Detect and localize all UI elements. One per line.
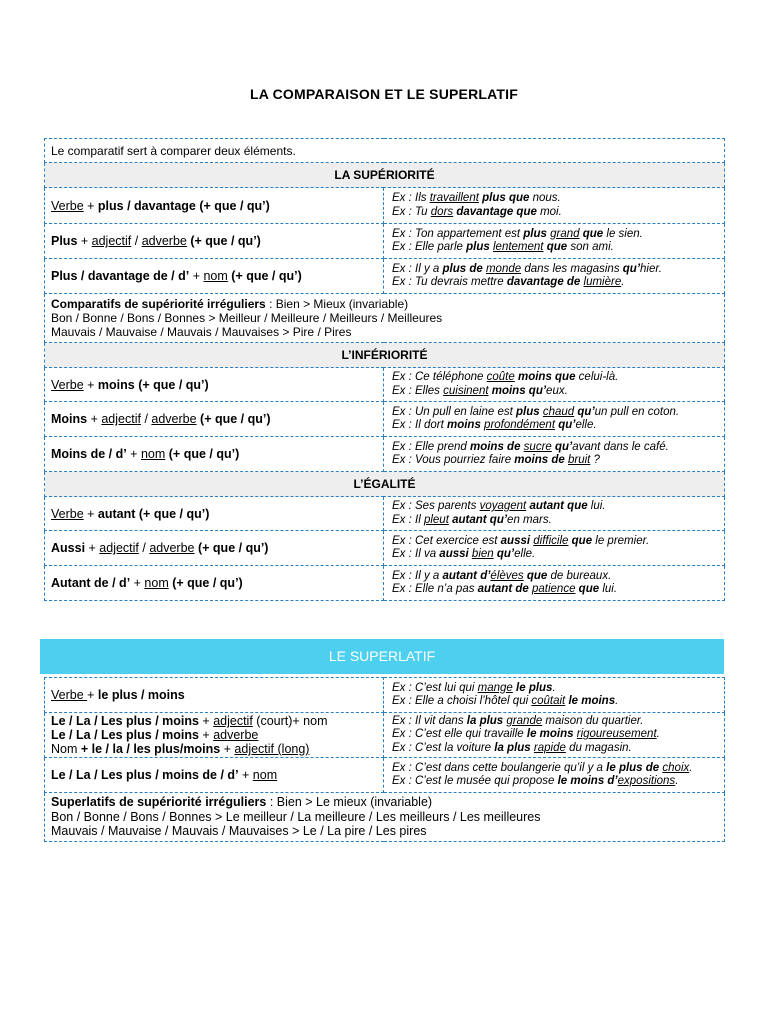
irregular-line: Bon / Bonne / Bons / Bonnes > Le meilleur / La meilleure / Les meilleurs / Les meilleures [51,809,541,824]
text-run: + [87,412,102,426]
bold-text: la plus [494,741,531,754]
text-run: Ex : Ils [392,192,430,204]
example-cell [384,678,725,713]
bold-text: autant (+ que / qu’) [97,506,210,521]
text-line [51,728,377,742]
text-run: . [552,681,556,694]
bold-text: que [526,569,548,582]
text-line [392,570,718,584]
text-line [392,419,718,433]
text-line [392,535,718,549]
bold-text: moins de [469,440,521,453]
text-run: . [656,728,660,741]
underlined-text: expositions [617,775,676,787]
underlined-text: choix [662,761,690,774]
text-run: Ex : Tu [392,205,431,218]
text-run: hier. [640,262,662,275]
text-line [392,682,718,696]
example-cell [384,188,725,224]
underlined-text: coûte [486,371,515,383]
underlined-text: adjectif [213,714,253,728]
underlined-text: nom [203,269,228,283]
text-run: + [198,728,214,742]
underlined-text: mange [477,681,513,694]
rule-cell [45,758,384,793]
bold-text: moins (+ que / qu’) [97,377,209,392]
text-line [392,276,718,290]
bold-text: Aussi [51,541,86,555]
bold-text: (+ que / qu’) [196,412,271,426]
bold-text: moins qu’ [491,384,547,397]
underlined-text: voyagent [479,500,527,512]
irregular-superlatives [45,793,725,842]
underlined-text: Verbe [51,688,88,702]
bold-text: Moins [51,412,88,426]
bold-text: plus [516,405,540,418]
text-line [392,385,718,399]
bold-text: Le / La / Les plus / moins de / d’ [51,768,239,782]
text-line [392,742,718,756]
underlined-text: Verbe [51,506,84,521]
text-run: du magasin. [565,741,632,754]
irregular-comparatives [45,294,725,343]
text-line [392,441,718,455]
rule-cell [45,566,384,601]
irregular-label: Superlatifs de supériorité irréguliers [51,795,267,810]
text-line [392,406,718,420]
bold-text: Autant de / d’ [51,576,131,590]
underlined-text: adjectif (long) [234,742,310,756]
underlined-text: patience [531,583,576,595]
example-cell [384,713,725,758]
text-line [51,768,377,782]
text-run: elle. [514,548,536,560]
bold-text: le plus de [606,761,660,774]
example-cell [384,437,725,472]
superlatif-banner: LE SUPERLATIF [40,639,724,674]
text-run: en mars. [507,513,552,526]
text-run: Ex : C’est le musée qui propose [392,775,558,787]
bold-text: moins [446,419,481,431]
intro-text: Le comparatif sert à comparer deux éléments. [45,139,725,163]
text-run: Ex : Un pull en laine est [392,405,517,418]
underlined-text: coûtait [531,695,566,707]
text-run: / [140,412,152,426]
text-run: dans les magasins [521,262,623,275]
text-run: (court)+ nom [252,714,328,728]
bold-text: moins de [514,454,565,466]
text-line [392,695,718,709]
bold-text: autant d’ [442,569,491,582]
bold-text: le plus [516,681,553,694]
text-line [392,263,718,277]
text-line [51,688,377,702]
text-run: celui-là. [575,371,619,383]
underlined-text: cuisinent [443,384,489,397]
text-line [51,714,377,728]
text-run: Ex : Ce téléphone [392,371,487,383]
text-run: / [138,541,150,555]
text-line [392,583,718,597]
text-run: Ex : Elles [392,384,444,397]
underlined-text: adjectif [91,234,132,248]
text-run: le sien. [603,227,643,240]
text-run: moi. [536,205,562,218]
irregular-line: Mauvais / Mauvaise / Mauvais / Mauvaises > Pire / Pires [51,325,352,339]
bold-text: autant qu’ [452,513,508,526]
text-run: Ex : Elle a choisi l’hôtel qui [392,695,532,707]
example-cell [384,368,725,402]
bold-text: que [546,241,568,253]
irregular-first: : Bien > Mieux (invariable) [265,297,409,311]
rule-cell [45,678,384,713]
underlined-text: grande [506,714,543,727]
text-line [392,371,718,385]
text-run: + [83,377,98,392]
text-run: Ex : Elle n’a pas [392,583,478,595]
comparatif-table [44,138,725,601]
text-run: Ex : Elle prend [392,440,470,453]
bold-text: plus que [482,192,530,204]
bold-text: le moins d’ [557,775,618,787]
text-run: Ex : Elle parle [392,241,467,253]
rule-cell [45,259,384,294]
text-run: + [198,714,214,728]
underlined-text: dors [430,205,454,218]
text-line [51,742,377,756]
text-run: de bureaux. [547,569,612,582]
text-run: Ex : Il va [392,548,440,560]
text-line [392,762,718,776]
page-title: LA COMPARAISON ET LE SUPERLATIF [249,86,519,102]
underlined-text: nom [144,576,169,590]
irregular-label: Comparatifs de supériorité irréguliers [51,297,266,311]
text-run: . [689,761,693,774]
underlined-text: monde [485,262,522,275]
bold-text: davantage de [506,276,581,288]
irregular-line: Mauvais / Mauvaise / Mauvais / Mauvaises > Le / La pire / Les pires [51,824,427,839]
bold-text: que [571,534,593,547]
text-line [392,228,718,242]
text-run: Ex : C’est dans cette boulangerie qu’il y a [392,761,607,774]
irregular-line: Bon / Bonne / Bons / Bonnes > Meilleur / Meilleure / Meilleurs / Meilleures [51,311,443,325]
bold-text: plus de [442,262,483,275]
text-run: elle. [575,419,597,431]
bold-text: davantage que [456,205,537,218]
text-run: + [77,234,92,248]
underlined-text: adjectif [101,412,141,426]
text-line [392,500,718,514]
text-line [392,241,718,255]
text-run: Nom [51,742,81,756]
bold-text: plus [466,241,490,253]
bold-text: plus [523,227,547,240]
bold-text: Le / La / Les plus / moins [51,728,199,742]
example-cell [384,224,725,259]
underlined-text: rapide [533,741,566,754]
text-run: Ex : Tu devrais mettre [392,276,507,288]
bold-text: (+ que / qu’) [168,576,243,590]
text-run: Ex : Il y a [392,262,443,275]
text-run: eux. [546,384,568,397]
rule-cell [45,437,384,472]
underlined-text: lumière [583,276,622,288]
text-line [392,715,718,729]
bold-text: autant de [477,583,529,595]
text-run: Ex : Il [392,513,424,526]
example-cell [384,402,725,437]
text-run: . [675,775,679,787]
underlined-text: nom [252,768,278,782]
underlined-text: adverbe [151,412,197,426]
bold-text: Plus [51,234,78,248]
underlined-text: adverbe [213,728,259,742]
rule-cell [45,224,384,259]
rule-cell [45,497,384,531]
text-run: lui. [599,583,618,595]
text-line [392,728,718,742]
rule-cell [45,531,384,566]
text-run: + [220,742,235,756]
underlined-text: adverbe [149,541,195,555]
text-run: Ex : Il y a [392,569,443,582]
underlined-text: lentement [493,241,544,253]
text-line [392,192,718,206]
bold-text: Moins de / d’ [51,447,127,461]
text-run: son ami. [567,241,614,253]
text-run: + [83,506,98,521]
underlined-text: chaud [542,405,575,418]
text-run: + [189,269,204,283]
bold-text: (+ que / qu’) [165,447,240,461]
bold-text: plus / davantage (+ que / qu’) [97,198,270,213]
text-run: / [131,234,142,248]
text-run: un pull en coton. [594,405,680,418]
text-run: . [621,276,625,288]
example-cell [384,497,725,531]
bold-text: moins que [517,371,576,383]
text-run: Ex : Ton appartement est [392,227,524,240]
underlined-text: pleut [423,513,449,526]
text-run: Ex : Il dort [392,419,447,431]
bold-text: (+ que / qu’) [194,541,269,555]
text-run: Ex : C’est elle qui travaille [392,728,527,741]
underlined-text: élèves [490,569,524,582]
text-run: + [83,198,98,213]
underlined-text: sucre [523,440,552,453]
bold-text: le moins [568,695,616,707]
text-line [392,206,718,220]
bold-text: le plus / moins [97,688,185,702]
text-run: . [615,695,619,707]
bold-text: que [578,583,600,595]
section-heading-egalite: L’ÉGALITÉ [45,472,725,497]
underlined-text: Verbe [51,377,84,392]
text-line [392,775,718,789]
text-run: + [238,768,253,782]
text-run: avant dans le café. [572,440,669,453]
bold-text: la plus [466,714,504,727]
text-line [392,454,718,468]
bold-text: que [582,227,604,240]
text-run: Ex : Vous pourriez faire [392,454,515,466]
text-run: nous. [529,192,561,204]
bold-text: qu’ [622,262,641,275]
example-cell [384,531,725,566]
bold-text: qu’ [577,405,595,418]
example-cell [384,259,725,294]
rule-cell [45,713,384,758]
text-run: maison du quartier. [542,714,644,727]
example-cell [384,566,725,601]
underlined-text: travaillent [429,192,479,204]
text-line [392,548,718,562]
underlined-text: nom [140,447,166,461]
underlined-text: grand [550,227,580,240]
text-run: Ex : Il vit dans [392,714,467,727]
bold-text: aussi [439,548,469,560]
underlined-text: Verbe [51,198,84,213]
text-run: + [87,688,98,702]
bold-text: Le / La / Les plus / moins [51,714,199,728]
bold-text: autant que [529,500,588,512]
example-cell [384,758,725,793]
text-run: le premier. [592,534,650,547]
text-run: + [126,447,141,461]
underlined-text: adverbe [141,234,187,248]
bold-text: le moins [526,728,574,741]
text-line [392,514,718,528]
section-heading-superiorite: LA SUPÉRIORITÉ [45,163,725,188]
rule-cell [45,368,384,402]
text-run: Ex : Ses parents [392,500,480,512]
text-run: + [130,576,145,590]
bold-text: qu’ [496,548,515,560]
irregular-first: : Bien > Le mieux (invariable) [266,795,433,810]
bold-text: qu’ [555,440,573,453]
bold-text: Plus / davantage de / d’ [51,269,190,283]
section-heading-inferiorite: L’INFÉRIORITÉ [45,343,725,368]
bold-text: (+ que / qu’) [186,234,261,248]
rule-cell [45,402,384,437]
bold-text: + le / la / les plus/moins [80,742,221,756]
underlined-text: profondément [484,419,556,431]
text-run: ? [590,454,600,466]
underlined-text: bien [471,548,494,560]
superlatif-table [44,677,725,842]
underlined-text: rigoureusement [576,728,657,741]
underlined-text: adjectif [99,541,139,555]
bold-text: aussi [500,534,531,547]
text-run: + [85,541,100,555]
text-run: Ex : C’est lui qui [392,681,478,694]
bold-text: (+ que / qu’) [227,269,302,283]
bold-text: qu’ [558,419,576,431]
text-run: Ex : Cet exercice est [392,534,501,547]
underlined-text: bruit [567,454,591,466]
rule-cell [45,188,384,224]
text-run: Ex : C’est la voiture [392,741,495,754]
text-run: lui. [587,500,606,512]
underlined-text: difficile [533,534,569,547]
